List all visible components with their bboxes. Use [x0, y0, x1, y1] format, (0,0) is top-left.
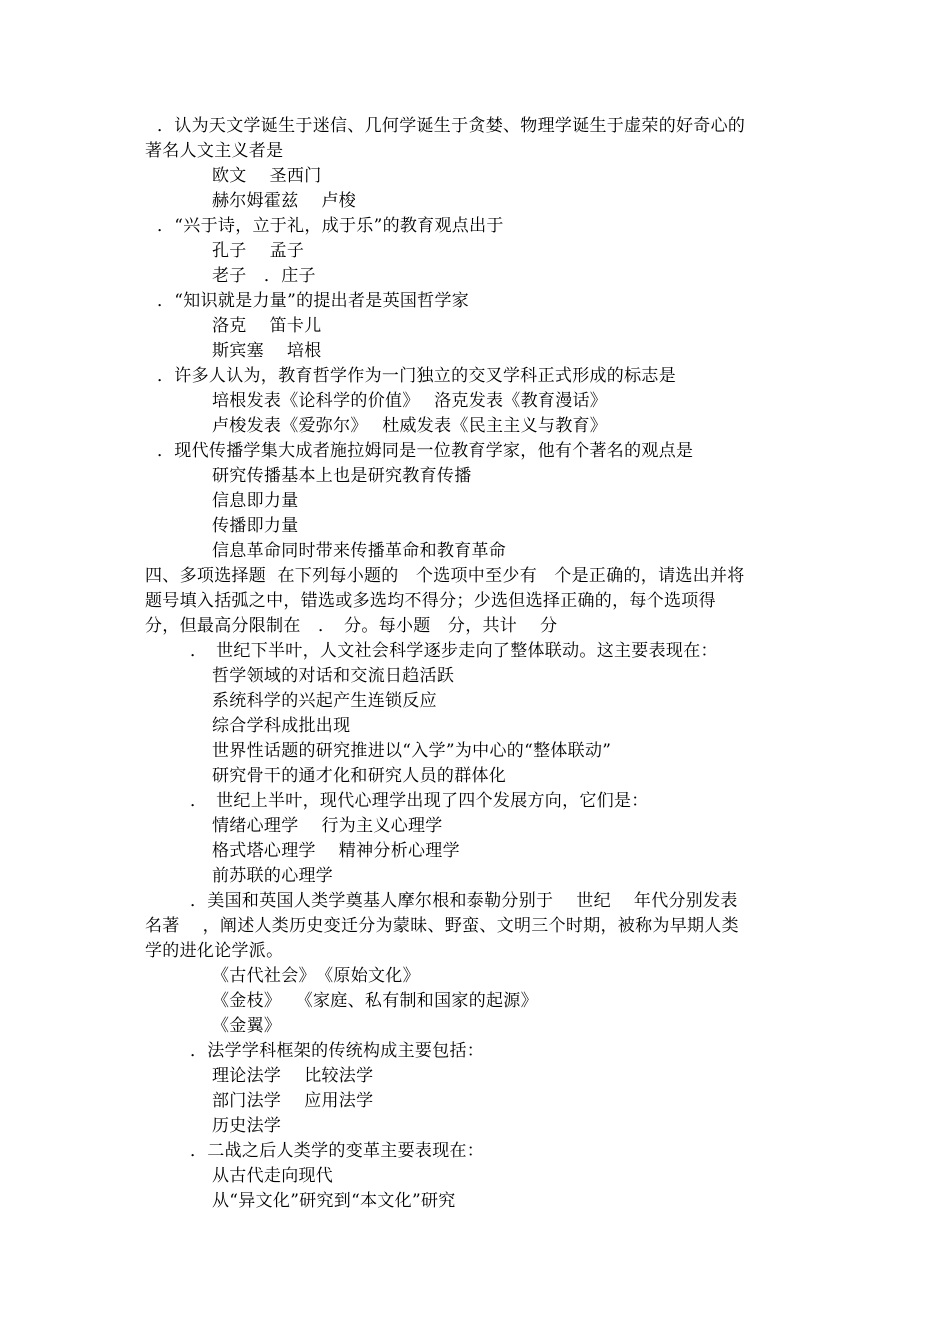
question-2-options-row-2: 老子 ．庄子 — [212, 266, 316, 286]
question-7-stem: ． 世纪上半叶，现代心理学出现了四个发展方向，它们是： — [190, 791, 649, 811]
question-7-options-row-2: 格式塔心理学 精神分析心理学 — [212, 841, 460, 861]
question-8-options-row-1: 《古代社会》 《原始文化》 — [212, 966, 420, 986]
question-1-stem-line-2: 著名人文主义者是 — [145, 141, 284, 161]
question-9-options-row-2: 部门法学 应用法学 — [212, 1091, 374, 1111]
question-4-stem: ．许多人认为，教育哲学作为一门独立的交叉学科正式形成的标志是 — [157, 366, 676, 386]
question-2-stem: ．“兴于诗，立于礼，成于乐”的教育观点出于 — [157, 216, 504, 236]
question-4-options-row-1: 培根发表《论科学的价值》 洛克发表《教育漫话》 — [212, 391, 608, 411]
question-1-stem-line-1: ．认为天文学诞生于迷信、几何学诞生于贪婪、物理学诞生于虚荣的好奇心的 — [157, 116, 746, 136]
question-9-stem: ．法学学科框架的传统构成主要包括： — [190, 1041, 485, 1061]
question-2-options-row-1: 孔子 孟子 — [212, 241, 305, 261]
question-5-option-d: 信息革命同时带来传播革命和教育革命 — [212, 541, 507, 561]
question-6-option-a: 哲学领域的对话和交流日趋活跃 — [212, 666, 455, 686]
question-3-options-row-2: 斯宾塞 培根 — [212, 341, 322, 361]
question-6-option-e: 研究骨干的通才化和研究人员的群体化 — [212, 766, 507, 786]
question-5-option-b: 信息即力量 — [212, 491, 299, 511]
question-6-stem: ． 世纪下半叶，人文社会科学逐步走向了整体联动。这主要表现在： — [190, 641, 718, 661]
question-8-stem-line-2: 名著 ，阐述人类历史变迁分为蒙昧、野蛮、文明三个时期，被称为早期人类 — [145, 916, 739, 936]
question-8-stem-line-1: ．美国和英国人类学奠基人摩尔根和泰勒分别于 世纪 年代分别发表 — [190, 891, 738, 911]
question-5-stem: ．现代传播学集大成者施拉姆同是一位教育学家，他有个著名的观点是 — [157, 441, 694, 461]
question-7-options-row-3: 前苏联的心理学 — [212, 866, 334, 886]
question-7-options-row-1: 情绪心理学 行为主义心理学 — [212, 816, 443, 836]
question-8-options-row-3: 《金翼》 — [212, 1016, 282, 1036]
question-8-stem-line-3: 学的进化论学派。 — [145, 941, 284, 961]
question-5-option-a: 研究传播基本上也是研究教育传播 — [212, 466, 472, 486]
question-5-option-c: 传播即力量 — [212, 516, 299, 536]
section-heading-line-3: 分，但最高分限制在 ． 分。每小题 分，共计 分 — [145, 616, 558, 636]
section-heading-line-1: 四、多项选择题 在下列每小题的 个选项中至少有 个是正确的，请选出并将 — [145, 566, 745, 586]
section-heading-line-2: 题号填入括弧之中，错选或多选均不得分；少选但选择正确的，每个选项得 — [145, 591, 716, 611]
question-3-stem: ．“知识就是力量”的提出者是英国哲学家 — [157, 291, 470, 311]
question-10-option-b: 从“异文化”研究到“本文化”研究 — [212, 1191, 456, 1211]
question-1-options-row-2: 赫尔姆霍兹 卢梭 — [212, 191, 357, 211]
question-4-options-row-2: 卢梭发表《爱弥尔》 杜威发表《民主主义与教育》 — [212, 416, 608, 436]
question-8-options-row-2: 《金枝》 《家庭、私有制和国家的起源》 — [212, 991, 538, 1011]
question-9-options-row-3: 历史法学 — [212, 1116, 282, 1136]
question-9-options-row-1: 理论法学 比较法学 — [212, 1066, 374, 1086]
question-10-option-a: 从古代走向现代 — [212, 1166, 334, 1186]
question-1-options-row-1: 欧文 圣西门 — [212, 166, 322, 186]
question-3-options-row-1: 洛克 笛卡儿 — [212, 316, 322, 336]
question-6-option-c: 综合学科成批出现 — [212, 716, 351, 736]
question-6-option-b: 系统科学的兴起产生连锁反应 — [212, 691, 437, 711]
question-10-stem: ．二战之后人类学的变革主要表现在： — [190, 1141, 485, 1161]
question-6-option-d: 世界性话题的研究推进以“入学”为中心的“整体联动” — [212, 741, 612, 761]
